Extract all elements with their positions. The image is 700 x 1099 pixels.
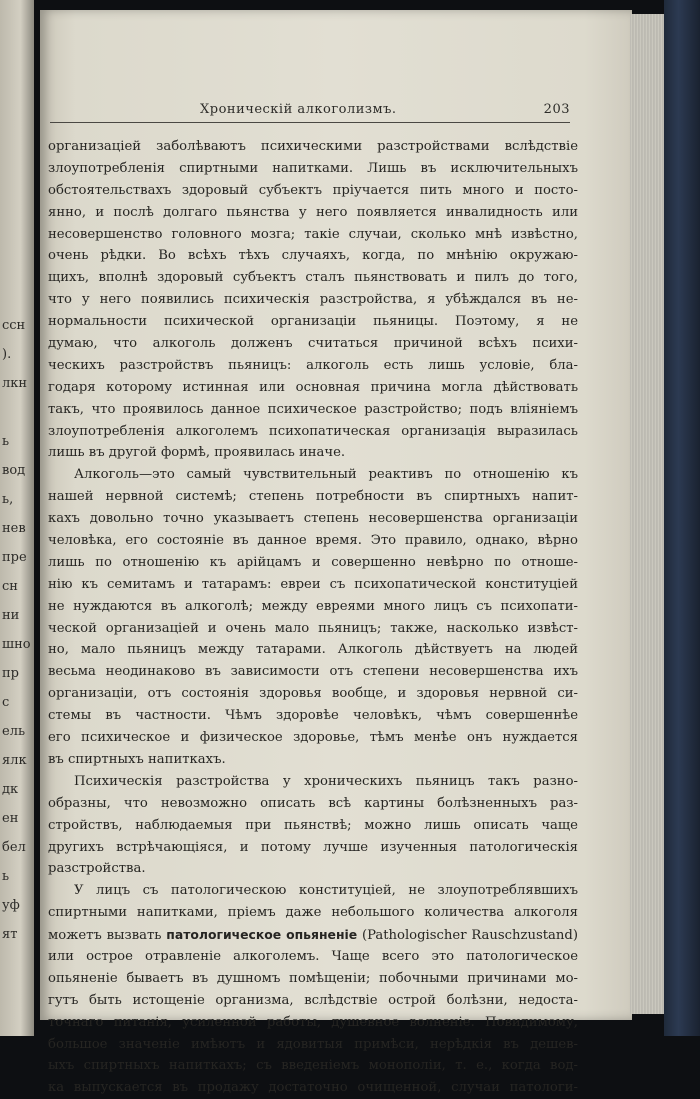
adjacent-page-text-fragment: ят xyxy=(2,927,18,942)
running-header xyxy=(50,102,570,124)
text-line: несовершенство головного мозга; такіе случаи, сколько мнѣ извѣстно, xyxy=(48,226,578,242)
text-line: янно, и послѣ долгаго пьянства у него появляется инвалидность или xyxy=(48,204,578,220)
adjacent-page-text-fragment: с xyxy=(2,695,10,710)
text-line: разстройства. xyxy=(48,861,146,877)
adjacent-page-text-fragment: сн xyxy=(2,579,18,594)
text-line: ыхъ спиртныхъ напиткахъ; съ введеніемъ монополіи, т. е., когда вод- xyxy=(48,1058,578,1074)
text-line: Алкоголь—это самый чувствительный реактивъ по отношенію къ xyxy=(74,467,578,483)
running-title: Хроническій алкоголизмъ. xyxy=(200,102,397,117)
adjacent-page-text-fragment: шно xyxy=(2,637,31,652)
text-line: злоупотребленія спиртными напитками. Лишь въ исключительныхъ xyxy=(48,160,578,176)
text-line: организаціи, отъ состоянія здоровья вообще, и здоровья нервной си- xyxy=(48,686,578,702)
text-line: нормальности психической организаціи пьяницы. Поэтому, я не xyxy=(48,314,578,330)
text-line: большое значеніе имѣютъ и ядовитыя примѣси, нерѣдкія въ дешев- xyxy=(48,1036,578,1052)
book-page xyxy=(40,10,632,1096)
text-line: образны, что невозможно описать всѣ картины болѣзненныхъ раз- xyxy=(48,795,578,811)
text-line: обстоятельствахъ здоровый субъектъ пріучается пить много и посто- xyxy=(48,182,578,198)
paragraph xyxy=(48,464,578,770)
paragraph xyxy=(48,136,578,464)
adjacent-page-text-fragment: лкн xyxy=(2,376,28,391)
adjacent-page-text-fragment: дк xyxy=(2,782,19,797)
paragraph xyxy=(48,771,578,880)
adjacent-page-left xyxy=(0,0,34,1036)
adjacent-page-text-fragment: ен xyxy=(2,811,19,826)
text-line: лишь по отношенію къ арійцамъ и совершенно невѣрно по отноше- xyxy=(48,554,578,570)
text-line: кахъ довольно точно указываетъ степень несовершенства организаціи xyxy=(48,511,578,527)
text-line: другихъ встрѣчающіяся, и потому лучше изученныя патологическія xyxy=(48,839,578,855)
adjacent-page-text-fragment: пре xyxy=(2,550,27,565)
header-rule xyxy=(50,122,570,123)
text-line: весьма неодинаково въ зависимости отъ степени несовершенства ихъ xyxy=(48,664,578,680)
text-line: ческихъ разстройствъ пьяницъ: алкоголь есть лишь условіе, бла- xyxy=(48,357,578,373)
text-line: гутъ быть истощеніе организма, вслѣдствіе острой болѣзни, недоста- xyxy=(48,992,578,1008)
text-line: нашей нервной системѣ; степень потребности въ спиртныхъ напит- xyxy=(48,489,578,505)
text-line: такъ, что проявилось данное психическое разстройство; подъ вліяніемъ xyxy=(48,401,578,417)
text-line: очень рѣдки. Во всѣхъ тѣхъ случаяхъ, когда, по мнѣнію окружаю- xyxy=(48,248,578,264)
adjacent-page-text-fragment: пр xyxy=(2,666,19,681)
text-line: У лицъ съ патологическою конституціей, не злоупотреблявшихъ xyxy=(74,883,578,899)
text-line: точнаго питанія, усиленной работы, душевное волненіе. Повидимому, xyxy=(48,1014,578,1030)
text-line: стемы въ частности. Чѣмъ здоровѣе человѣкъ, чѣмъ совершеннѣе xyxy=(48,708,578,724)
adjacent-page-text-fragment: ). xyxy=(2,347,12,362)
text-line: лишь въ другой формѣ, проявилась иначе. xyxy=(48,445,346,461)
adjacent-page-text-fragment: бел xyxy=(2,840,26,855)
adjacent-page-text-fragment: ь xyxy=(2,869,10,884)
text-line: въ спиртныхъ напиткахъ. xyxy=(48,751,226,767)
text-line: организаціей заболѣваютъ психическими разстройствами вслѣдствіе xyxy=(48,139,578,154)
adjacent-page-text-fragment: ссн xyxy=(2,318,26,333)
book-cover-edge xyxy=(664,0,700,1036)
paragraph xyxy=(48,880,578,1099)
text-line: не нуждаются въ алкоголѣ; между евреями много лицъ съ психопати- xyxy=(48,598,578,614)
adjacent-page-text-fragment: ни xyxy=(2,608,20,623)
adjacent-page-text-fragment: нев xyxy=(2,521,26,536)
adjacent-page-text-fragment: ялк xyxy=(2,753,27,768)
adjacent-page-text-fragment: ь xyxy=(2,434,10,449)
page-body-text xyxy=(48,136,578,1099)
text-line: но, мало пьяницъ между татарами. Алкоголь дѣйствуетъ на людей xyxy=(48,642,578,658)
text-line: или острое отравленіе алкоголемъ. Чаще всего это патологическое xyxy=(48,948,578,964)
text-line: ка выпускается въ продажу достаточно очищенной, случаи патологи- xyxy=(48,1080,578,1096)
adjacent-page-text-fragment: ь, xyxy=(2,492,14,507)
adjacent-page-text-fragment: ель xyxy=(2,724,26,739)
text-line: думаю, что алкоголь долженъ считаться причиной всѣхъ психи- xyxy=(48,336,578,352)
text-line: что у него появились психическія разстройства, я убѣждался въ не- xyxy=(48,292,578,308)
text-line: опьяненіе бываетъ въ душномъ помѣщеніи; побочными причинами мо- xyxy=(48,970,578,986)
page-number: 203 xyxy=(543,102,570,117)
adjacent-page-text-fragment: уф xyxy=(2,898,20,913)
text-line: щихъ, вполнѣ здоровый субъектъ сталъ пьянствовать и пилъ до того, xyxy=(48,270,578,286)
text-line: нію къ семитамъ и татарамъ: евреи съ психопатической конституціей xyxy=(48,576,578,592)
text-line: спиртными напитками, пріемъ даже небольшого количества алкоголя xyxy=(48,905,578,921)
text-line: человѣка, его состояніе въ данное время. Это правило, однако, вѣрно xyxy=(48,533,578,549)
text-line: Психическія разстройства у хроническихъ пьяницъ такъ разно- xyxy=(74,773,578,789)
text-line: можетъ вызвать патологическое опьяненіе (Pathologischer Rauschzustand) xyxy=(48,927,578,944)
text-line: ческой организаціей и очень мало пьяницъ; также, насколько извѣст- xyxy=(48,620,578,636)
emphasized-term: патологическое опьяненіе xyxy=(166,927,358,943)
text-line: его психическое и физическое здоровье, тѣмъ менѣе онъ нуждается xyxy=(48,730,578,746)
page-edges xyxy=(630,14,664,1014)
text-line: злоупотребленія алкоголемъ психопатическая организація выразилась xyxy=(48,423,578,439)
text-line: годаря которому истинная или основная причина могла дѣйствовать xyxy=(48,379,578,395)
text-line: стройствъ, наблюдаемыя при пьянствѣ; можно лишь описать чаще xyxy=(48,817,578,833)
adjacent-page-text-fragment: вод xyxy=(2,463,26,478)
